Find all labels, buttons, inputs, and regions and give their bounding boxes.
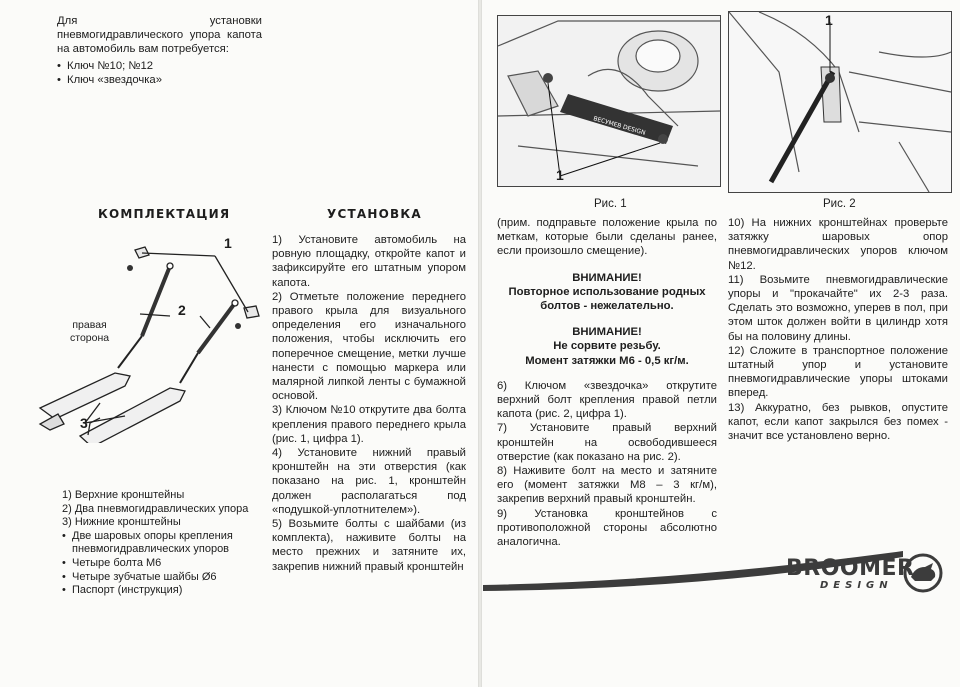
part-item: 3) Нижние кронштейны — [62, 516, 181, 529]
svg-text:ВЕСУМЕВ DESIGN: ВЕСУМЕВ DESIGN — [592, 115, 647, 137]
tools-list — [57, 59, 262, 87]
ustanovka-heading: УСТАНОВКА — [327, 207, 422, 221]
install-step: 12) Сложите в транспортное положение штатный упор и установите пневмогидравлические упоры штоками вперед. — [728, 344, 948, 400]
install-step: 5) Возьмите болты с шайбами (из комплекта), наживите болты на место прежних и затяните их, закрепив нижний правый кронштейн — [272, 518, 466, 573]
continued-note: (прим. подправьте положение крыла по меткам, которые были сделаны ранее, если произошло смещение). — [497, 217, 717, 258]
part-item: • Четыре зубчатые шайбы Ø6 — [62, 571, 262, 585]
install-step: 4) Установите нижний правый кронштейн на эти отверстия (как показано на рис. 1, кронштейн должен располагаться под «подушкой-уплотнителем»). — [272, 447, 466, 516]
kit-marker-1: 1 — [224, 235, 232, 251]
install-steps-left — [272, 233, 466, 574]
install-step: 11) Возьмите пневмогидравлические упоры и "прокачайте" их 2-3 раза. Сделать это возможно, уперев в пол, при этом шток должен войти в цилиндр хотя бы на половину длины. — [728, 273, 948, 343]
install-step: 7) Установите правый верхний кронштейн на освободившееся отверстие (как показано на рис. 2). — [497, 422, 717, 463]
figure-1-marker: 1 — [556, 167, 564, 183]
warning-1 — [497, 271, 717, 314]
kit-illustration — [30, 228, 262, 443]
install-step: 1) Установите автомобиль на ровную площадку, откройте капот и зафиксируйте его штатным упором капота. — [272, 234, 466, 289]
install-step: 3) Ключом №10 открутите два болта крепления правого переднего крыла (рис. 1, цифра 1). — [272, 404, 466, 445]
install-step: 8) Наживите болт на место и затяните его (момент затяжки М8 – 3 кг/м), закрепив верхний правый кронштейн. — [497, 465, 717, 506]
tool-item: • Ключ «звездочка» — [57, 73, 262, 87]
part-item: 1) Верхние кронштейны — [62, 489, 185, 501]
figure-1 — [497, 15, 721, 187]
kit-marker-2: 2 — [178, 302, 186, 318]
figure-2-marker: 1 — [825, 12, 833, 28]
part-item: 2) Два пневмогидравлических упора — [62, 502, 249, 515]
install-steps-col1 — [497, 216, 717, 549]
warning-2-line-2: Момент затяжки М6 - 0,5 кг/м. — [525, 354, 689, 367]
tool-item: • Ключ №10; №12 — [57, 59, 262, 73]
figure-2 — [728, 11, 952, 193]
install-step: 2) Отметьте положение переднего правого крыла для визуального определения его изначального положения, чтобы исключить его поперечное смещение, метки лучше нанести с помощью маркера или малярной липкой ленты с бумажной основой. — [272, 290, 466, 403]
brand-subtitle: DESIGN — [820, 580, 893, 591]
tools-intro — [57, 14, 262, 87]
part-item: • Четыре болта М6 — [62, 557, 262, 571]
parts-list — [62, 489, 262, 598]
rhino-logo-icon — [903, 553, 943, 593]
right-side-label: правая сторона — [70, 319, 110, 344]
brand-name: BROOMER — [786, 556, 915, 581]
part-item: • Две шаровых опоры крепления пневмогидравлических упоров — [62, 530, 262, 557]
install-step: 10) На нижних кронштейнах проверьте затяжку шаровых опор пневмогидравлических упоров ключом №12. — [728, 217, 948, 272]
install-step: 9) Установка кронштейнов с противоположной стороны абсолютно аналогична. — [497, 507, 717, 549]
tools-intro-text: Для установки пневмогидравлического упора капота на автомобиль вам потребуется: — [57, 15, 262, 56]
warning-1-title: ВНИМАНИЕ! — [572, 271, 642, 284]
komplekt-heading: КОМПЛЕКТАЦИЯ — [98, 207, 231, 221]
steps-6-9 — [497, 379, 717, 549]
warning-2-title: ВНИМАНИЕ! — [572, 326, 642, 339]
figure-2-drawing — [729, 12, 951, 192]
kit-marker-3: 3 — [80, 415, 88, 431]
figure-1-drawing — [498, 16, 720, 186]
warning-1-text: Повторное использование родных болтов - нежелательно. — [508, 285, 706, 313]
install-steps-col2 — [728, 216, 948, 443]
figure-2-caption: Рис. 2 — [823, 198, 856, 210]
figure-1-caption: Рис. 1 — [594, 198, 627, 210]
warning-2 — [497, 325, 717, 368]
page-gutter — [478, 0, 482, 687]
install-step: 13) Аккуратно, без рывков, опустите капот, если капот закрылся без помех - значит все установлено верно. — [728, 401, 948, 443]
part-item: • Паспорт (инструкция) — [62, 584, 262, 598]
install-step: 6) Ключом «звездочка» открутите верхний болт крепления правой петли капота (рис. 2, цифра 1). — [497, 379, 717, 421]
warning-2-line-1: Не сорвите резьбу. — [553, 340, 661, 353]
